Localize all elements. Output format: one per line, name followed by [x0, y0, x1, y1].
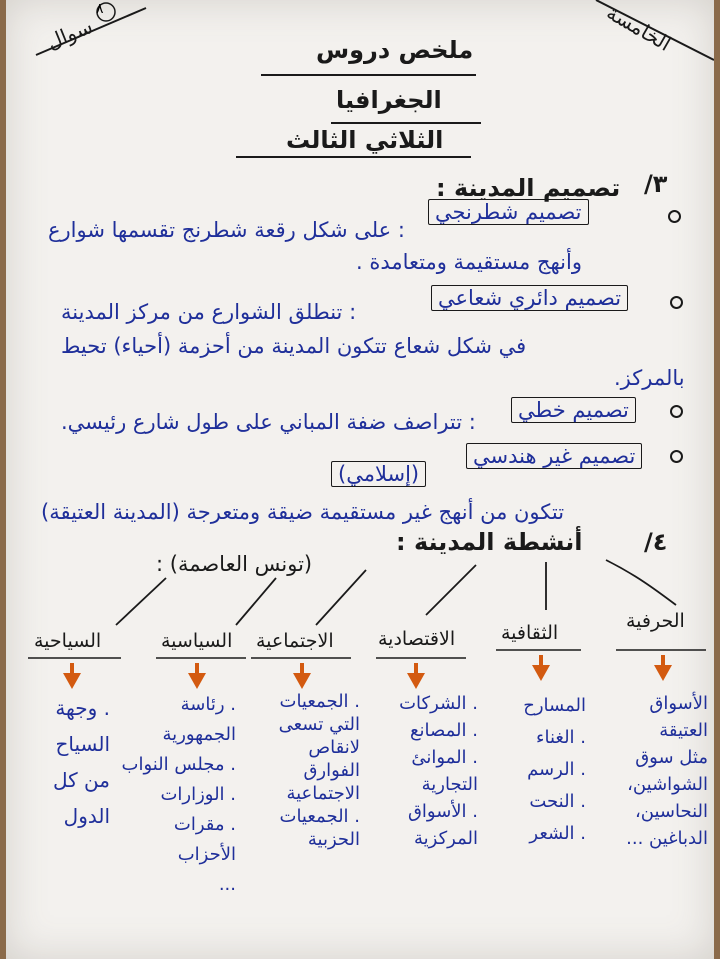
- orange-arrow-3: [407, 673, 425, 689]
- orange-arrow-1: [654, 665, 672, 681]
- item2-line3: بالمركز.: [614, 366, 685, 390]
- list-item: . الجمعيات: [279, 806, 360, 827]
- orange-arrow-4: [293, 673, 311, 689]
- header-underline-2: [331, 122, 481, 124]
- list-item: ...: [218, 874, 236, 895]
- section2-title: أنشطة المدينة :: [396, 528, 583, 556]
- orange-arrow-6: [63, 673, 81, 689]
- column-economy: [366, 690, 478, 852]
- list-item: مثل سوق: [635, 747, 708, 768]
- item4-line2: تتكون من أنهج غير مستقيمة ضيقة ومتعرجة (المدينة العتيقة): [41, 500, 565, 524]
- term-2: تصميم دائري شعاعي: [431, 285, 628, 311]
- list-item: الدول: [63, 804, 110, 828]
- item3-line1: : تتراصف ضفة المباني على طول شارع رئيسي.: [61, 410, 476, 434]
- list-item: . الوزارات: [160, 784, 236, 805]
- list-item: . مجلس النواب: [121, 754, 236, 775]
- list-item: التي تسعى: [278, 714, 360, 735]
- list-item: الشواشين،: [627, 774, 708, 795]
- heading-crafts: الحرفية: [626, 610, 685, 632]
- list-item: الأحزاب: [177, 844, 236, 865]
- heading-social: الاجتماعية: [256, 630, 334, 652]
- section2-subtitle: (تونس العاصمة) :: [156, 552, 313, 576]
- arrow-line-5: [236, 578, 276, 625]
- header-underline-3: [236, 156, 471, 158]
- header-line-3: الثلاثي الثالث: [286, 126, 444, 154]
- list-item: من كل: [53, 768, 110, 792]
- arrow-line-3: [426, 565, 476, 615]
- list-item: النحاسين،: [634, 801, 708, 822]
- list-item: . الغناء: [536, 727, 586, 748]
- bullet-3: [670, 405, 683, 418]
- list-item: . الشركات: [399, 693, 478, 714]
- list-item: . وجهة: [55, 696, 110, 720]
- header-line-2: الجغرافيا: [336, 86, 442, 114]
- arrow-line-4: [316, 570, 366, 625]
- heading-tourism: السياحية: [34, 630, 102, 652]
- column-tourism: [20, 690, 110, 834]
- list-item: الفوارق: [303, 760, 360, 781]
- heading-economy: الاقتصادية: [378, 628, 456, 650]
- column-culture: [486, 690, 586, 850]
- term-1: تصميم شطرنجي: [428, 199, 589, 225]
- list-item: . الأسواق: [407, 801, 478, 822]
- list-item: المركزية: [414, 828, 478, 849]
- list-item: . الرسم: [527, 759, 586, 780]
- arrow-line-6: [116, 578, 166, 625]
- list-item: لانقاص: [308, 737, 360, 758]
- column-social: [238, 690, 360, 851]
- list-item: . النحت: [529, 791, 586, 812]
- column-crafts: [596, 690, 708, 852]
- list-item: الدباغين ...: [626, 828, 708, 849]
- heading-culture: الثقافية: [501, 622, 559, 644]
- section1-title: تصميم المدينة :: [436, 174, 621, 202]
- list-item: . المصانع: [409, 720, 478, 741]
- item2-line2: في شكل شعاع تتكون المدينة من أحزمة (أحياء) تحيط: [61, 334, 527, 358]
- list-item: الاجتماعية: [286, 783, 360, 804]
- notebook-page: [6, 0, 714, 959]
- corner-label-right: الخامسة: [602, 0, 676, 56]
- list-item: . الموانئ: [411, 747, 478, 768]
- list-item: الأسواق: [649, 693, 708, 714]
- list-item: . رئاسة الجمهورية: [162, 694, 236, 745]
- term-4: تصميم غير هندسي: [466, 443, 642, 469]
- orange-arrow-2: [532, 665, 550, 681]
- item4-note: (إسلامي): [331, 461, 426, 487]
- heading-politics: السياسية: [161, 630, 233, 652]
- section2-number: ٤/: [644, 528, 668, 556]
- list-item: . الجمعيات: [279, 691, 360, 712]
- list-item: التجارية: [421, 774, 478, 795]
- corner-label-left: سوال: [43, 14, 96, 54]
- bullet-4: [670, 450, 683, 463]
- bullet-1: [668, 210, 681, 223]
- list-item: . مقرات: [173, 814, 236, 835]
- item1-line2: وأنهج مستقيمة ومتعامدة .: [356, 250, 582, 274]
- section1-number: ٣/: [644, 170, 668, 198]
- column-politics: [114, 690, 236, 900]
- term-3: تصميم خطي: [511, 397, 636, 423]
- list-item: . الشعر: [529, 823, 586, 844]
- arrow-line-1: [606, 560, 676, 605]
- item2-line1: : تنطلق الشوارع من مركز المدينة: [61, 300, 357, 324]
- bullet-2: [670, 296, 683, 309]
- header-line-1: ملخص دروس: [316, 36, 474, 64]
- list-item: المسارح: [523, 695, 586, 716]
- list-item: السياح: [55, 732, 110, 756]
- item1-line1: : على شكل رقعة شطرنج تقسمها شوارع: [48, 218, 405, 242]
- list-item: الحزبية: [307, 829, 360, 850]
- page-number: ٨: [96, 1, 104, 17]
- list-item: العتيقة: [659, 720, 708, 741]
- orange-arrow-5: [188, 673, 206, 689]
- header-underline-1: [261, 74, 476, 76]
